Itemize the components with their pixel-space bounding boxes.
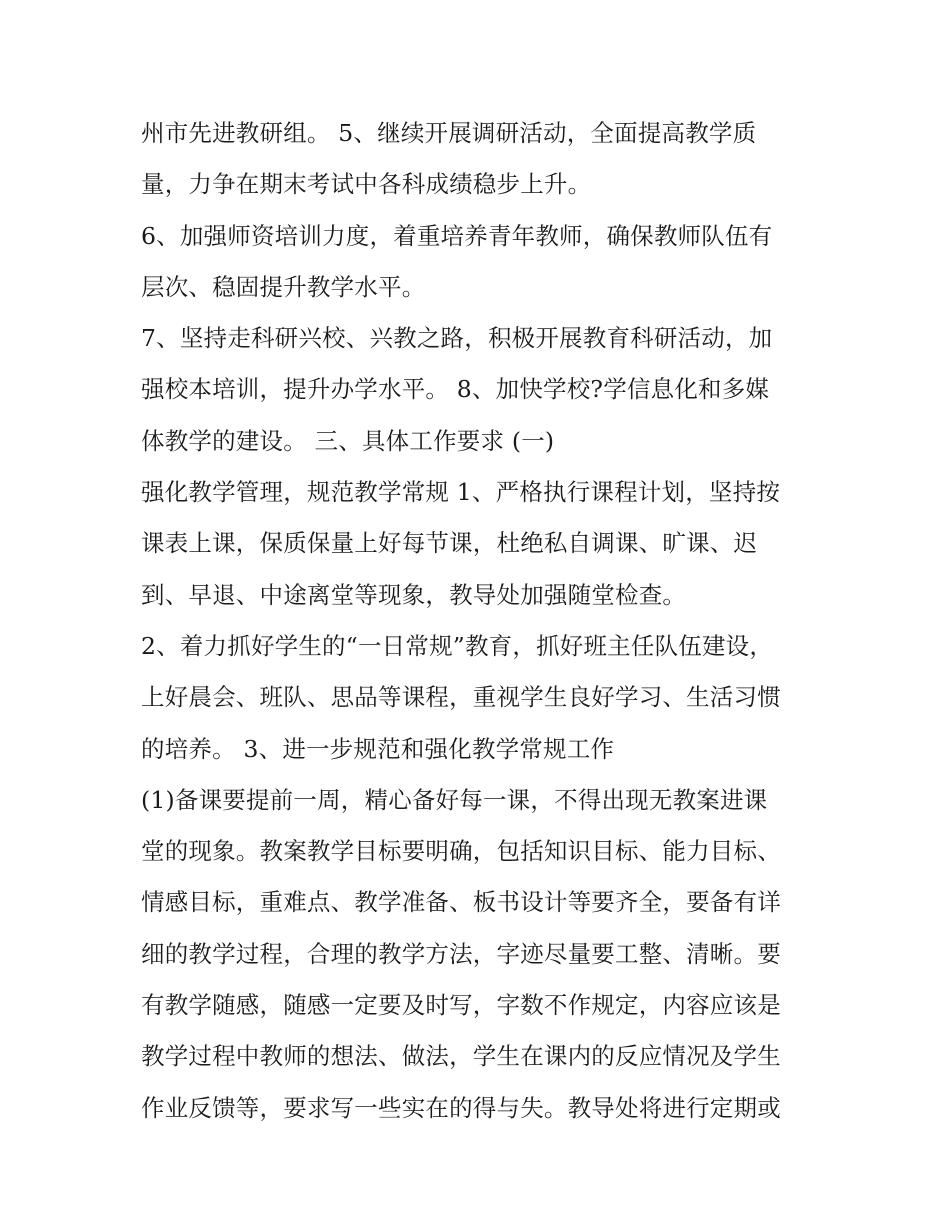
text-line: 2、着力抓好学生的“一日常规”教育，抓好班主任队伍建设， (141, 631, 774, 660)
text-line: 上好晨会、班队、思品等课程，重视学生良好学习、生活习惯 (141, 683, 781, 712)
text-line: 作业反馈等，要求写一些实在的得与失。教导处将进行定期或 (141, 1093, 781, 1122)
text-line: 教学过程中教师的想法、做法，学生在课内的反应情况及学生 (141, 1042, 781, 1071)
text-line: 6、加强师资培训力度，着重培养青年教师，确保教师队伍有 (141, 221, 773, 250)
text-line: 量，力争在期末考试中各科成绩稳步上升。 (141, 170, 592, 199)
text-line: 强化教学管理，规范教学常规 1、严格执行课程计划，坚持按 (141, 478, 781, 507)
text-line: 有教学随感，随感一定要及时写，字数不作规定，内容应该是 (141, 991, 781, 1020)
body-text (141, 108, 831, 1134)
text-line: 情感目标，重难点、教学准备、板书设计等要齐全，要备有详 (141, 888, 781, 917)
text-line: 强校本培训，提升办学水平。 8、加快学校?学信息化和多媒 (141, 375, 770, 404)
text-line: 州市先进教研组。 5、继续开展调研活动，全面提高教学质 (141, 119, 757, 147)
text-line: 细的教学过程，合理的教学方法，字迹尽量要工整、清晰。要 (141, 939, 781, 968)
text-line: 堂的现象。教案教学目标要明确，包括知识目标、能力目标、 (141, 837, 781, 866)
text-line: 课表上课，保质保量上好每节课，杜绝私自调课、旷课、迟 (141, 529, 758, 558)
text-line: 到、早退、中途离堂等现象，教导处加强随堂检查。 (141, 580, 687, 609)
text-line: (1)备课要提前一周，精心备好每一课，不得出现无教案进课 (141, 785, 768, 814)
text-line: 的培养。 3、进一步规范和强化教学常规工作 (141, 734, 615, 763)
text-line: 层次、稳固提升教学水平。 (141, 272, 426, 301)
text-line: 7、坚持走科研兴校、兴教之路，积极开展教育科研活动，加 (141, 324, 773, 353)
text-line: 体教学的建设。 三、具体工作要求 (一) (141, 426, 555, 455)
